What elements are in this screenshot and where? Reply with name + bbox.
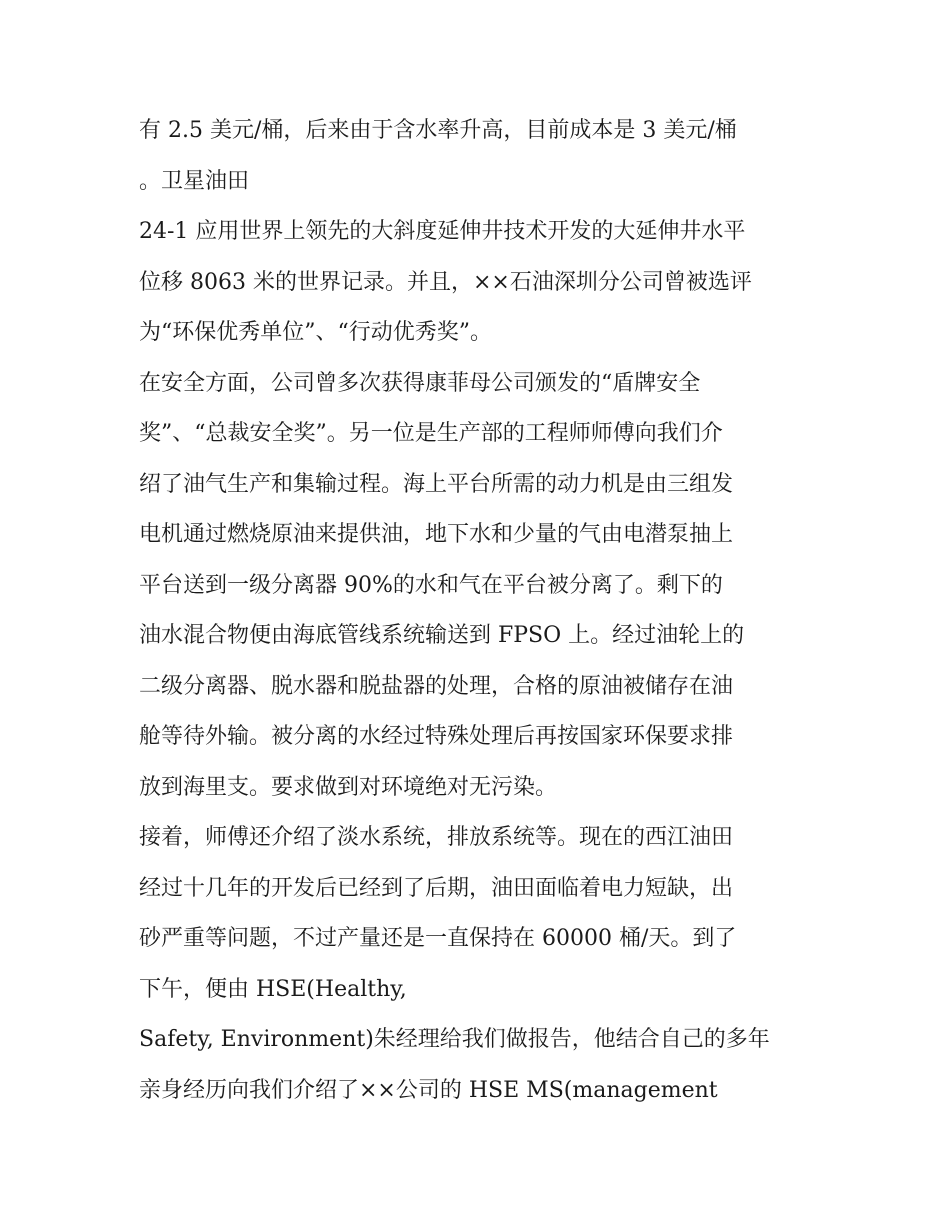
text-line: 二级分离器、脱水器和脱盐器的处理，合格的原油被储存在油 [139, 673, 734, 699]
text-line: 砂严重等问题，不过产量还是一直保持在 60000 桶/天。到了 [139, 926, 737, 951]
text-line: 接着，师傅还介绍了淡水系统，排放系统等。现在的西江油田 [139, 825, 734, 850]
text-line: 经过十几年的开发后已经到了后期，油田面临着电力短缺，出 [139, 875, 734, 901]
text-line: Safety, Environment)朱经理给我们做报告，他结合自己的多年 [139, 1027, 770, 1052]
text-line: 24-1 应用世界上领先的大斜度延伸井技术开发的大延伸井水平 [139, 219, 746, 244]
text-line: 下午，便由 HSE(Healthy, [139, 976, 407, 1002]
text-line: 电机通过燃烧原油来提供油，地下水和少量的气由电潜泵抽上 [139, 522, 734, 547]
text-line: 舱等待外输。被分离的水经过特殊处理后再按国家环保要求排 [139, 724, 734, 749]
text-line: 有 2.5 美元/桶，后来由于含水率升高，目前成本是 3 美元/桶 [139, 118, 737, 143]
text-line: 位移 8063 米的世界记录。并且，××石油深圳分公司曾被选评 [139, 269, 752, 295]
text-line: 亲身经历向我们介绍了××公司的 HSE MS(management [139, 1077, 718, 1103]
text-line: 油水混合物便由海底管线系统输送到 FPSO 上。经过油轮上的 [139, 623, 745, 648]
text-line: 放到海里支。要求做到对环境绝对无污染。 [139, 774, 558, 800]
body-text [139, 106, 819, 1116]
text-line: 平台送到一级分离器 90%的水和气在平台被分离了。剩下的 [139, 572, 723, 598]
text-line: 为“环保优秀单位”、“行动优秀奖”。 [139, 320, 492, 345]
text-line: 。卫星油田 [139, 168, 250, 194]
text-line: 绍了油气生产和集输过程。海上平台所需的动力机是由三组发 [139, 471, 734, 497]
text-line: 奖”、“总裁安全奖”。另一位是生产部的工程师师傅向我们介 [139, 421, 723, 446]
text-line: 在安全方面，公司曾多次获得康菲母公司颁发的“盾牌安全 [139, 370, 701, 396]
